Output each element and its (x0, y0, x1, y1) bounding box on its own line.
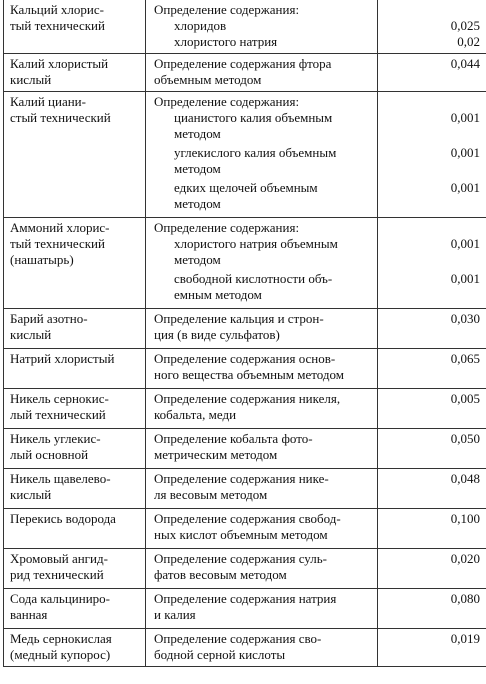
value-text: 0,100 (450, 511, 480, 526)
value-text: 0,001 (450, 110, 480, 125)
value-cell (378, 389, 486, 429)
table-row (4, 389, 486, 429)
substance-cell (4, 589, 146, 629)
method-line: Определение кальция и строн- (154, 311, 324, 326)
value-cell (378, 349, 486, 389)
substance-name-line: Никель углекис- (10, 431, 101, 446)
substance-name-line: Кальций хлорис- (10, 2, 104, 17)
value-spacer (382, 220, 480, 236)
substance-cell (4, 469, 146, 509)
table-row (4, 54, 486, 92)
value-text: 0,02 (457, 34, 480, 49)
method-cell (146, 309, 378, 349)
value-cell (378, 629, 486, 667)
substance-name-line: кислый (10, 487, 52, 502)
substance-cell (4, 0, 146, 54)
value-cell (378, 309, 486, 349)
subitem-line: хлоридов (174, 18, 227, 33)
table-body (4, 0, 486, 667)
subitem-line: хлористого натрия объемным (174, 236, 338, 251)
method-line: Определение кобальта фото- (154, 431, 313, 446)
method-subitems (154, 18, 373, 50)
method-line: ция (в виде сульфатов) (154, 327, 280, 342)
value-text: 0,080 (450, 591, 480, 606)
substance-name-line: Аммоний хлорис- (10, 220, 110, 235)
value-text: 0,001 (450, 236, 480, 251)
method-line: Определение содержания суль- (154, 551, 327, 566)
method-line: ных кислот объемным методом (154, 527, 328, 542)
value-spacer (382, 196, 480, 212)
method-line: фатов весовым методом (154, 567, 287, 582)
substance-name-line: Барий азотно- (10, 311, 88, 326)
method-line: Определение содержания свобод- (154, 511, 341, 526)
substance-name-line: рид технический (10, 567, 104, 582)
substance-name-line: лый технический (10, 407, 106, 422)
table-row (4, 549, 486, 589)
value-text: 0,001 (450, 271, 480, 286)
value-text: 0,044 (450, 56, 480, 71)
method-subitems (154, 236, 373, 303)
method-line: Определение содержания фтора (154, 56, 332, 71)
value-cell (378, 0, 486, 54)
value-text: 0,005 (450, 391, 480, 406)
value-spacer (382, 94, 480, 110)
method-cell (146, 0, 378, 54)
subitem-line: углекислого калия объемным (174, 145, 337, 160)
substance-name-line: Сода кальциниро- (10, 591, 111, 606)
substance-name-line: Калий циани- (10, 94, 86, 109)
substance-cell (4, 629, 146, 667)
value-cell (378, 589, 486, 629)
subitem-line: методом (174, 126, 221, 141)
method-line: метрическим методом (154, 447, 278, 462)
method-cell (146, 589, 378, 629)
method-line: Определение содержания: (154, 2, 300, 17)
value-text: 0,019 (450, 631, 480, 646)
method-cell (146, 629, 378, 667)
table-row (4, 349, 486, 389)
method-line: Определение содержания никеля, (154, 391, 341, 406)
substance-name-line: лый основной (10, 447, 89, 462)
substance-cell (4, 389, 146, 429)
substance-name-line: Перекись водорода (10, 511, 116, 526)
substance-cell (4, 92, 146, 218)
subitem-line: свободной кислотности объ- (174, 271, 333, 286)
value-cell (378, 92, 486, 218)
substance-name-line: кислый (10, 72, 52, 87)
value-spacer (382, 126, 480, 142)
substance-name-line: стый технический (10, 110, 111, 125)
method-line: Определение содержания сво- (154, 631, 322, 646)
value-text: 0,001 (450, 180, 480, 195)
substance-name-line: Медь сернокислая (10, 631, 112, 646)
substance-name-line: ванная (10, 607, 48, 622)
value-spacer (382, 252, 480, 268)
method-line: кобальта, меди (154, 407, 237, 422)
substance-cell (4, 349, 146, 389)
method-cell (146, 389, 378, 429)
method-line: Определение содержания нике- (154, 471, 329, 486)
substance-name-line: Никель щавелево- (10, 471, 111, 486)
method-subitems (154, 110, 373, 212)
subitem-line: хлористого натрия (174, 34, 278, 49)
value-text: 0,020 (450, 551, 480, 566)
substance-name-line: Хромовый ангид- (10, 551, 108, 566)
reagents-table (3, 0, 486, 667)
value-cell (378, 509, 486, 549)
method-line: Определение содержания основ- (154, 351, 336, 366)
value-text: 0,050 (450, 431, 480, 446)
substance-name-line: (медный купорос) (10, 647, 111, 662)
table-row (4, 0, 486, 54)
table-row (4, 589, 486, 629)
method-line: Определение содержания: (154, 220, 300, 235)
method-line: бодной серной кислоты (154, 647, 286, 662)
subitem-line: едких щелочей объемным (174, 180, 318, 195)
method-line: ля весовым методом (154, 487, 268, 502)
value-spacer (382, 287, 480, 303)
value-text: 0,048 (450, 471, 480, 486)
subitem-line: цианистого калия объемным (174, 110, 333, 125)
substance-name-line: тый технический (10, 18, 105, 33)
value-spacer (382, 2, 480, 18)
table-row (4, 629, 486, 667)
substance-cell (4, 429, 146, 469)
substance-name-line: Натрий хлористый (10, 351, 115, 366)
substance-name-line: (нашатырь) (10, 252, 74, 267)
substance-cell (4, 509, 146, 549)
substance-name-line: Калий хлористый (10, 56, 109, 71)
method-cell (146, 92, 378, 218)
value-cell (378, 549, 486, 589)
table-row (4, 429, 486, 469)
value-spacer (382, 161, 480, 177)
value-text: 0,001 (450, 145, 480, 160)
value-text: 0,065 (450, 351, 480, 366)
substance-cell (4, 54, 146, 92)
substance-cell (4, 218, 146, 309)
table-row (4, 469, 486, 509)
subitem-line: методом (174, 196, 221, 211)
substance-cell (4, 549, 146, 589)
method-line: объемным методом (154, 72, 262, 87)
method-cell (146, 469, 378, 509)
subitem-line: методом (174, 161, 221, 176)
substance-cell (4, 309, 146, 349)
substance-name-line: тый технический (10, 236, 105, 251)
method-cell (146, 54, 378, 92)
value-text: 0,025 (450, 18, 480, 33)
table-row (4, 218, 486, 309)
method-line: Определение содержания: (154, 94, 300, 109)
method-cell (146, 509, 378, 549)
table-row (4, 92, 486, 218)
method-cell (146, 349, 378, 389)
method-cell (146, 429, 378, 469)
method-line: ного вещества объемным методом (154, 367, 344, 382)
value-cell (378, 54, 486, 92)
subitem-line: емным методом (174, 287, 262, 302)
value-cell (378, 218, 486, 309)
method-line: Определение содержания натрия (154, 591, 337, 606)
method-cell (146, 549, 378, 589)
method-line: и калия (154, 607, 196, 622)
method-cell (146, 218, 378, 309)
table-row (4, 309, 486, 349)
value-text: 0,030 (450, 311, 480, 326)
value-cell (378, 429, 486, 469)
substance-name-line: Никель сернокис- (10, 391, 109, 406)
value-cell (378, 469, 486, 509)
table-row (4, 509, 486, 549)
substance-name-line: кислый (10, 327, 52, 342)
subitem-line: методом (174, 252, 221, 267)
